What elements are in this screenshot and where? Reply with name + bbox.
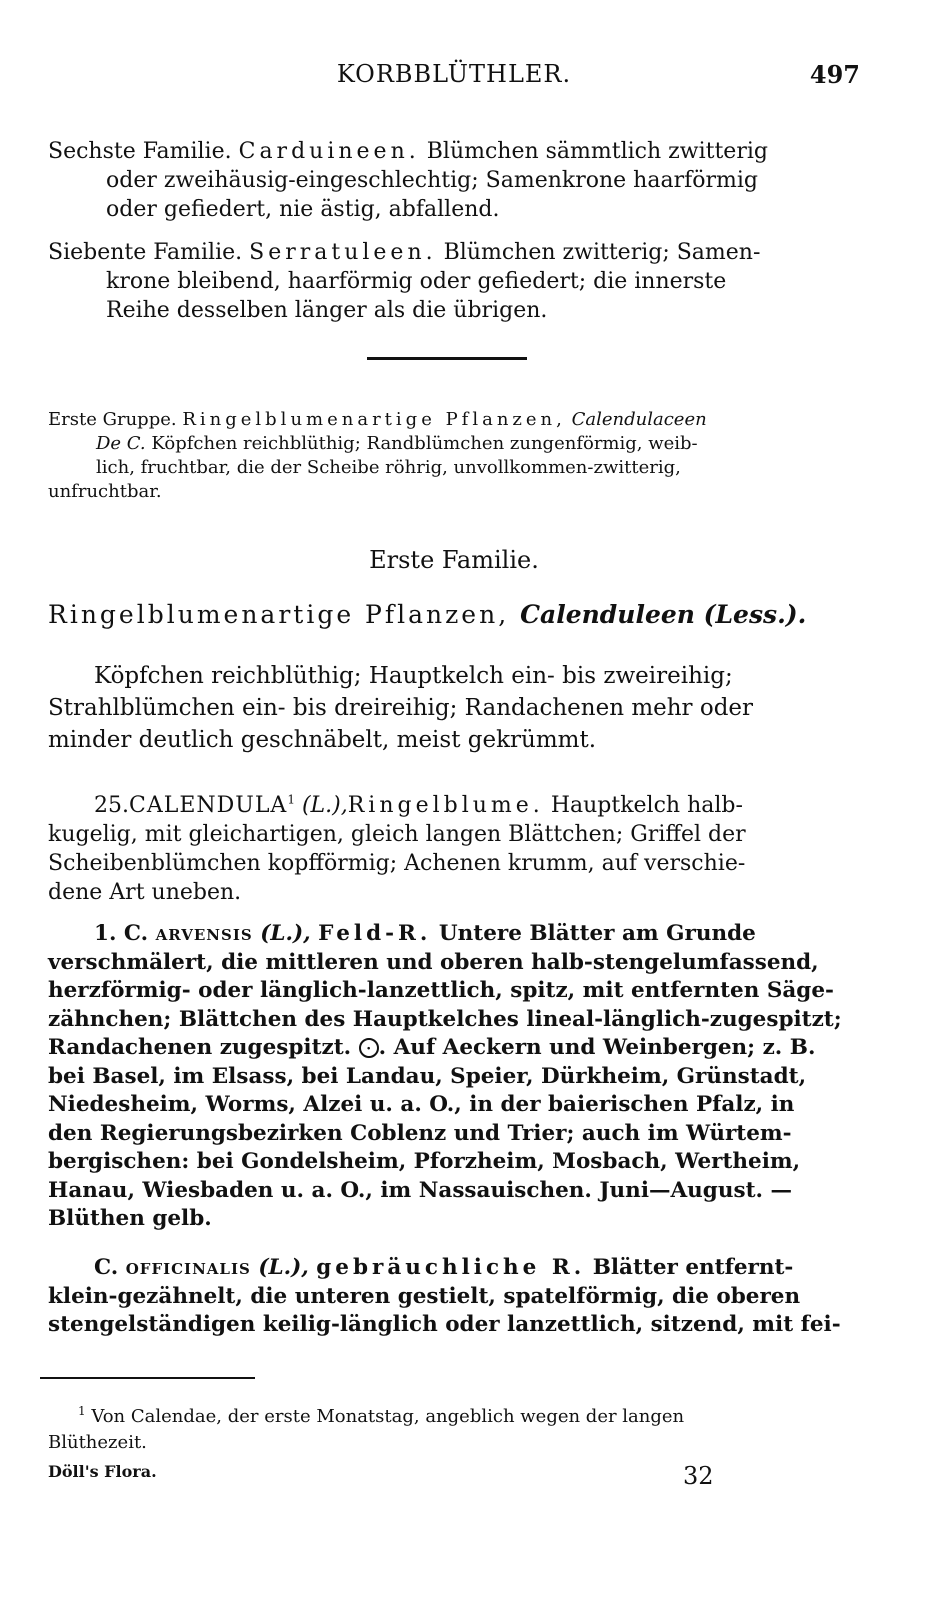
genus-number: 25.	[94, 793, 129, 818]
group-name: Ringelblumenartige Pflanzen,	[182, 409, 566, 430]
species-text: Randachenen zugespitzt.	[48, 1035, 352, 1060]
species-number: 1. C.	[94, 921, 149, 946]
family-name: Carduineen.	[238, 139, 420, 164]
genus-text: kugelig, mit gleichartigen, gleich langen Blättchen; Griffel der	[48, 822, 746, 847]
species-text: Blüthen gelb.	[48, 1206, 212, 1231]
species-name: arvensis	[155, 921, 253, 946]
species-text: Niedesheim, Worms, Alzei u. a. O., in der baierischen Pfalz, in	[48, 1092, 795, 1117]
footnote-divider	[40, 1377, 255, 1379]
page-header	[48, 60, 860, 96]
species-text: den Regierungsbezirken Coblenz und Trier; auch im Würtem-	[48, 1120, 792, 1146]
group-text: unfruchtbar.	[48, 481, 162, 502]
family-seventh	[48, 238, 860, 325]
family-description	[48, 660, 860, 756]
section-divider	[367, 357, 527, 360]
family-sixth	[48, 137, 860, 224]
species-text: verschmälert, die mittleren und oberen halb-stengelumfassend,	[48, 949, 819, 975]
genus-text: dene Art uneben.	[48, 880, 242, 905]
family-text: Blümchen zwitterig; Samen-	[443, 240, 761, 265]
signature-title: Döll's Flora.	[48, 1462, 157, 1481]
family-text: oder gefiedert, nie ästig, abfallend.	[106, 197, 500, 222]
species-text: zähnchen; Blättchen des Hauptkelches lineal-länglich-zugespitzt;	[48, 1006, 842, 1032]
genus-common-name: Ringelblume.	[347, 793, 544, 818]
footnote-text: Von Calendae, der erste Monatstag, angeblich wegen der langen	[91, 1406, 685, 1427]
species-officinalis	[48, 1254, 860, 1340]
footnote-ref: 1	[287, 792, 295, 807]
species-name: officinalis	[125, 1255, 251, 1280]
species-text: Untere Blätter am Grunde	[438, 921, 756, 946]
footnote-mark: 1	[78, 1404, 86, 1418]
group-label: Erste Gruppe.	[48, 409, 177, 430]
signature-number: 32	[683, 1462, 714, 1490]
family-text: krone bleibend, haarförmig oder gefiedert; die innerste	[106, 269, 727, 294]
species-text: herzförmig- oder länglich-lanzettlich, spitz, mit entfernten Säge-	[48, 978, 834, 1003]
family-heading: Erste Familie.	[369, 546, 539, 574]
footnote-text: Blüthezeit.	[48, 1432, 147, 1453]
species-common-name: gebräuchliche R.	[316, 1255, 586, 1280]
species-number: C.	[94, 1255, 119, 1280]
genus-text: Hauptkelch halb-	[550, 793, 743, 818]
family-title-name: Ringelblumenartige Pflanzen,	[48, 600, 510, 629]
group-text: lich, fruchtbar, die der Scheibe röhrig, unvollkommen-zwitterig,	[96, 457, 681, 478]
species-text: bei Basel, im Elsass, bei Landau, Speier, Dürkheim, Grünstadt,	[48, 1063, 807, 1089]
family-name: Serratuleen.	[249, 240, 437, 265]
desc-line: Köpfchen reichblüthig; Hauptkelch ein- bis zweireihig;	[94, 663, 733, 689]
footnote	[48, 1404, 860, 1456]
species-text: Blätter entfernt-	[592, 1255, 794, 1280]
species-author: (L.),	[258, 1255, 309, 1280]
genus-text: Scheibenblümchen kopfförmig; Achenen krumm, auf verschie-	[48, 851, 746, 876]
species-text: klein-gezähnelt, die unteren gestielt, spatelförmig, die oberen	[48, 1283, 801, 1309]
group-description	[48, 408, 860, 504]
group-text: Köpfchen reichblüthig; Randblümchen zungenförmig, weib-	[151, 433, 698, 454]
species-text: Auf Aeckern und Weinbergen; z. B.	[393, 1035, 816, 1060]
family-title-latin: Calenduleen (Less.).	[520, 600, 807, 629]
family-label: Siebente Familie.	[48, 240, 243, 265]
family-text: Reihe desselben länger als die übrigen.	[106, 298, 548, 323]
species-arvensis: 1. C. arvensis (L.), Feld-R. Untere Blätter am Grunde verschmälert, die mittleren und oberen halb-stengelumfassend, herzförmig- oder länglich-lanzettlich, spitz, mit entfernten Säge- zähnchen; Blättchen des Hauptkelches lineal-länglich-zugespitzt; Randachenen zugespitzt. · . Auf Aeckern und Weinbergen; z. B. bei Basel, im Elsass, bei Landau, Speier, Dürkheim, Grünstadt, Niedesheim, Worms, Alzei u. a. O., in der baierischen Pfalz, in den Regierungsbezirken Coblenz und Trier; auch im Würtem- bergischen: bei Gondelsheim, Pforzheim, Mosbach, Wertheim, Hanau, Wiesbaden u. a. O., im Nassauischen. Juni—August. — Blüthen gelb.	[48, 920, 860, 1234]
species-text: bergischen: bei Gondelsheim, Pforzheim, Mosbach, Wertheim,	[48, 1149, 801, 1174]
page-signature	[48, 1462, 860, 1492]
species-text: stengelständigen keilig-länglich oder lanzettlich, sitzend, mit fei-	[48, 1312, 841, 1337]
page-number: 497	[809, 60, 860, 89]
family-title	[48, 600, 860, 629]
genus-name: CALENDULA	[129, 793, 288, 818]
family-text: Blümchen sämmtlich zwitterig	[426, 139, 768, 164]
group-author: De C.	[96, 433, 146, 454]
family-text: oder zweihäusig-eingeschlechtig; Samenkrone haarförmig	[106, 168, 758, 193]
species-text: Hanau, Wiesbaden u. a. O., im Nassauischen. Juni—August. —	[48, 1177, 792, 1203]
species-author: (L.),	[260, 921, 311, 946]
genus-calendula	[48, 791, 860, 907]
species-common-name: Feld-R.	[318, 921, 432, 946]
annual-plant-icon: ·	[359, 1038, 379, 1058]
desc-line: minder deutlich geschnäbelt, meist gekrümmt.	[48, 727, 597, 753]
desc-line: Strahlblümchen ein- bis dreireihig; Randachenen mehr oder	[48, 695, 754, 721]
genus-author: (L.),	[301, 793, 348, 818]
running-title: KORBBLÜTHLER.	[336, 60, 572, 88]
family-label: Sechste Familie.	[48, 139, 232, 164]
group-latin: Calendulaceen	[571, 409, 707, 430]
